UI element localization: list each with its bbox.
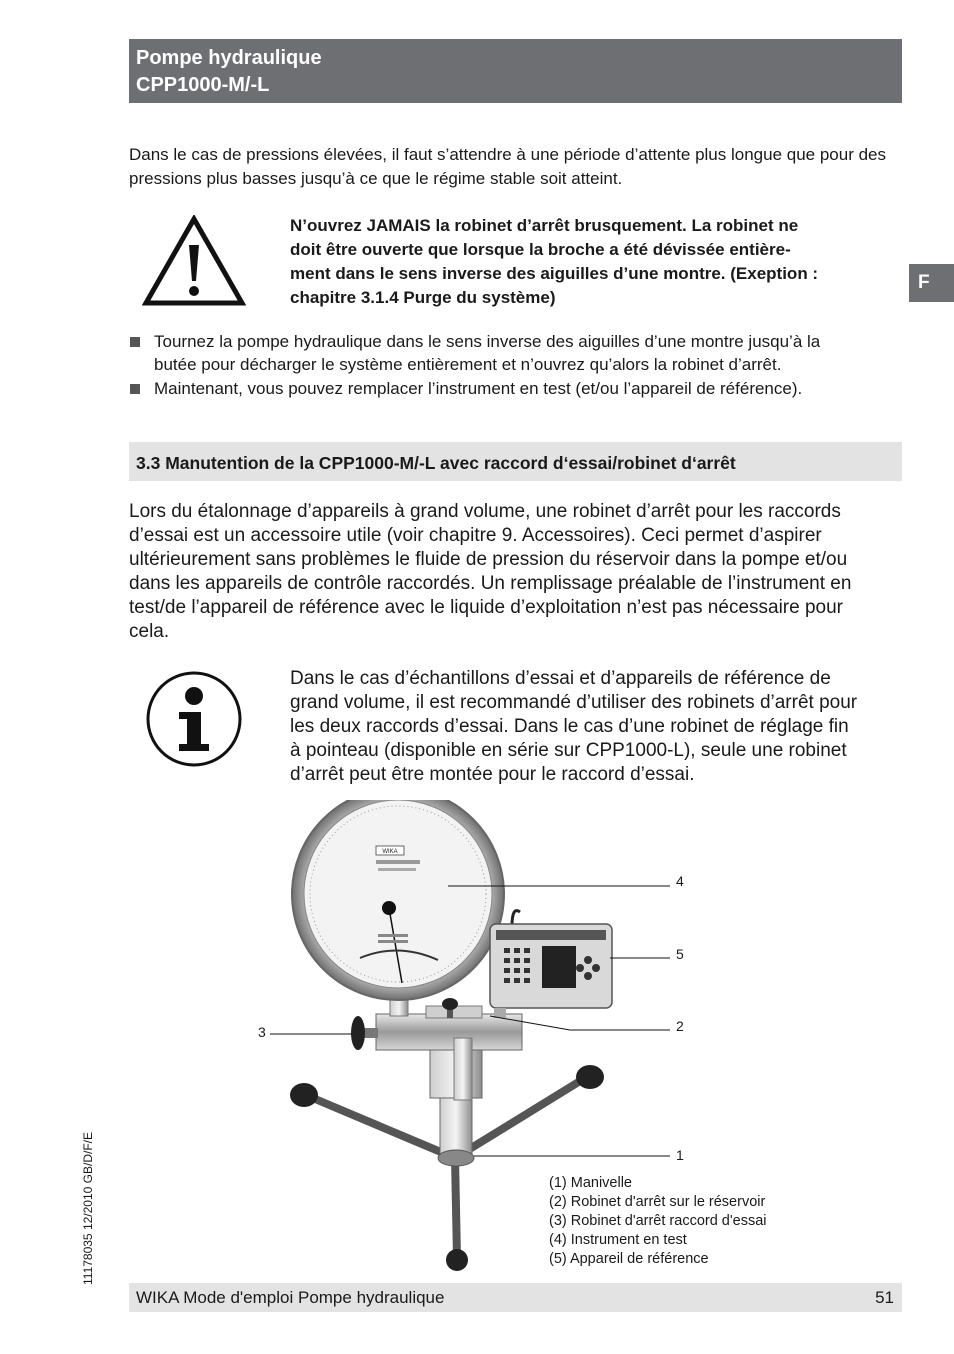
- info-line: grand volume, il est recommandé d’utiliser des robinets d’arrêt pour: [290, 692, 858, 713]
- gauge-brand: WIKA: [382, 849, 398, 855]
- bullet-line: Maintenant, vous pouvez remplacer l’instrument en test (et/ou l’appareil de référence).: [154, 379, 803, 398]
- section-line: Lors du étalonnage d’appareils à grand volume, une robinet d’arrêt pour les raccords: [129, 501, 841, 522]
- pressure-gauge: [292, 800, 504, 1000]
- header-model: CPP1000-M/-L: [136, 74, 270, 96]
- header-bar: [129, 39, 902, 103]
- bullet-square-icon: [130, 337, 140, 347]
- bullet-line: butée pour décharger le système entièrement et n’ouvrez qu’alors la robinet d’arrêt.: [154, 355, 782, 374]
- legend-item: (4) Instrument en test: [549, 1232, 687, 1248]
- legend-item: (3) Robinet d'arrêt raccord d'essai: [549, 1213, 767, 1229]
- page-number: 51: [875, 1288, 894, 1307]
- list-item: [129, 330, 904, 376]
- warning-line: ment dans le sens inverse des aiguilles d’une montre. (Exeption :: [290, 264, 819, 283]
- info-icon: [145, 670, 243, 768]
- list-item: [129, 377, 904, 400]
- warning-line: chapitre 3.1.4 Purge du système): [290, 288, 556, 307]
- document-code-text: 11178035 12/2010 GB/D/F/E: [81, 1132, 95, 1285]
- info-line: les deux raccords d’essai. Dans le cas d’une robinet de réglage fin: [290, 716, 849, 737]
- footer-title: WIKA Mode d'emploi Pompe hydraulique: [136, 1288, 445, 1307]
- warning-line: N’ouvrez JAMAIS la robinet d’arrêt brusquement. La robinet ne: [290, 216, 799, 235]
- document-code: [66, 1075, 95, 1285]
- section-line: ultérieurement sans problèmes le fluide de pression du réservoir dans la pompe et/ou: [129, 549, 848, 570]
- callout-number: 3: [258, 1024, 266, 1040]
- section-paragraph: [129, 500, 904, 644]
- info-text: [290, 667, 902, 787]
- info-line: Dans le cas d’échantillons d’essai et d’appareils de référence de: [290, 668, 831, 689]
- info-line: à pointeau (disponible en série sur CPP1000-L), seule une robinet: [290, 740, 847, 761]
- section-line: dans les appareils de contrôle raccordés. Un remplissage préalable de l’instrument en: [129, 573, 852, 594]
- section-heading: 3.3 Manutention de la CPP1000-M/-L avec raccord d‘essai/robinet d‘arrêt: [129, 442, 902, 481]
- callout-number: 2: [676, 1018, 684, 1034]
- warning-triangle-icon: [142, 215, 246, 307]
- figure-legend: [549, 1174, 767, 1269]
- legend-item: (5) Appareil de référence: [549, 1251, 709, 1267]
- warning-line: doit être ouverte que lorsque la broche a été dévissée entière-: [290, 240, 791, 259]
- callout-number: 4: [676, 873, 684, 889]
- bullet-square-icon: [130, 384, 140, 394]
- intro-paragraph: Dans le cas de pressions élevées, il faut s’attendre à une période d’attente plus longue que pour des pressions plus basses jusqu’à ce que le régime stable soit atteint.: [129, 145, 886, 188]
- section-line: cela.: [129, 621, 170, 642]
- callout-number: 1: [676, 1147, 684, 1163]
- bullet-line: Tournez la pompe hydraulique dans le sens inverse des aiguilles d’une montre jusqu’à la: [154, 332, 821, 351]
- bullet-list: [129, 330, 904, 401]
- header-title: Pompe hydraulique: [136, 47, 322, 69]
- legend-item: (2) Robinet d'arrêt sur le réservoir: [549, 1194, 766, 1210]
- language-tab[interactable]: F: [909, 264, 954, 302]
- warning-text: [290, 214, 902, 310]
- section-line: d’essai est un accessoire utile (voir chapitre 9. Accessoires). Ceci permet d’aspirer: [129, 525, 822, 546]
- reference-device: [490, 911, 612, 1018]
- info-line: d’arrêt peut être montée pour le raccord d’essai.: [290, 764, 695, 785]
- footer-bar: [129, 1283, 902, 1312]
- section-line: test/de l’appareil de référence avec le liquide d’exploitation n’est pas nécessaire pour: [129, 597, 843, 618]
- legend-item: (1) Manivelle: [549, 1175, 632, 1191]
- callout-number: 5: [676, 946, 684, 962]
